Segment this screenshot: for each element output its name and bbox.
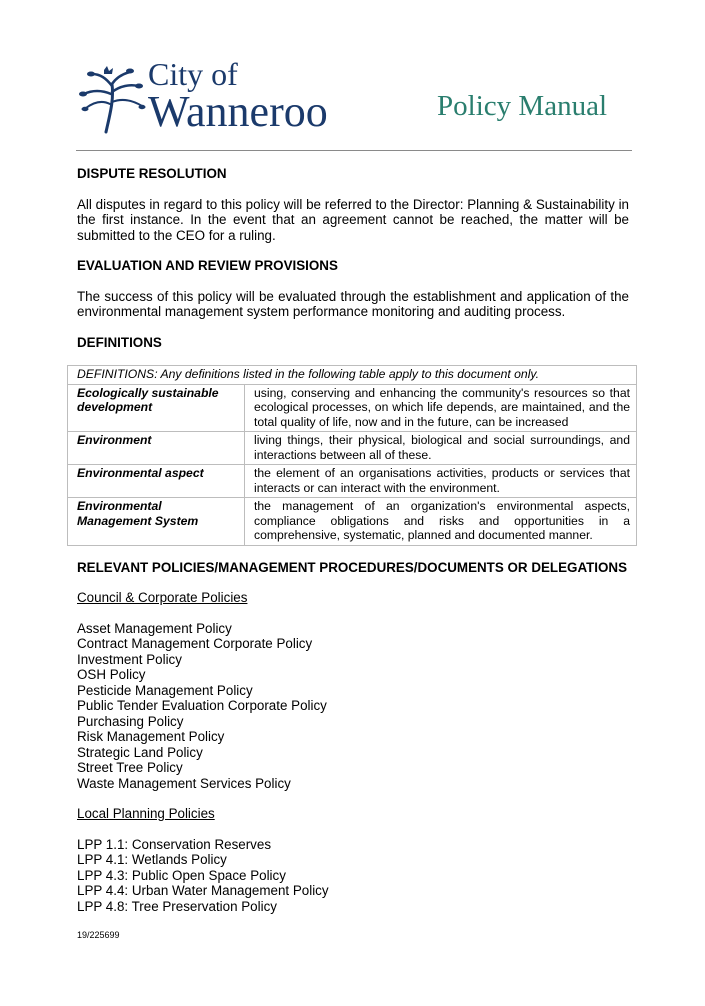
logo-city-text: City of (148, 56, 238, 92)
kangaroo-paw-logo-icon (76, 64, 148, 134)
list-item: Strategic Land Policy (77, 744, 203, 760)
dispute-body: All disputes in regard to this policy will be referred to the Director: Planning & Sustainability in the first instance. In the event that an agreement cannot be reached, the matter will be submitted to the CEO for a ruling. (77, 196, 629, 243)
table-row (68, 465, 637, 498)
header-divider (76, 150, 632, 151)
definitions-table (67, 365, 637, 546)
dispute-heading: DISPUTE RESOLUTION (77, 166, 227, 181)
list-item: LPP 4.1: Wetlands Policy (77, 852, 227, 867)
definition-term: Ecologically sustainable development (68, 384, 245, 432)
local-planning-heading: Local Planning Policies (77, 806, 215, 821)
definition-term: Environment (68, 432, 245, 465)
list-item: Contract Management Corporate Policy (77, 636, 313, 651)
definition-text: the element of an organisations activities, products or services that interacts or can interact with the environment. (245, 465, 637, 498)
document-body (77, 166, 629, 914)
table-row (68, 432, 637, 465)
table-row (68, 384, 637, 432)
list-item: Street Tree Policy (77, 760, 183, 775)
definition-text: living things, their physical, biological and social surroundings, and interactions between all of these. (245, 432, 637, 465)
logo-wanneroo-text: Wanneroo (148, 87, 328, 136)
definitions-heading: DEFINITIONS (77, 334, 162, 350)
list-item: Pesticide Management Policy (77, 682, 253, 698)
local-planning-list (77, 837, 629, 915)
council-policies-list (77, 621, 629, 792)
list-item: LPP 4.3: Public Open Space Policy (77, 867, 286, 883)
list-item: Risk Management Policy (77, 729, 225, 744)
list-item: LPP 4.4: Urban Water Management Policy (77, 883, 329, 898)
list-item: LPP 1.1: Conservation Reserves (77, 836, 272, 852)
evaluation-body: The success of this policy will be evaluated through the establishment and application of the environmental management system performance monitoring and auditing process. (77, 288, 629, 319)
page-header (0, 0, 705, 160)
definition-term: Environmental Management System (68, 498, 245, 546)
list-item: Asset Management Policy (77, 620, 232, 636)
definitions-caption-row (68, 366, 637, 385)
list-item: Purchasing Policy (77, 713, 184, 729)
list-item: LPP 4.8: Tree Preservation Policy (77, 898, 277, 914)
document-reference: 19/225699 (77, 930, 120, 940)
evaluation-heading: EVALUATION AND REVIEW PROVISIONS (77, 258, 338, 273)
definition-text: the management of an organization's environmental aspects, compliance obligations and risks and opportunities in a comprehensive, systematic, planned and documented manner. (245, 498, 637, 546)
list-item: OSH Policy (77, 667, 146, 682)
definition-text: using, conserving and enhancing the community's resources so that ecological processes, on which life depends, are maintained, and the total quality of life, now and in the future, can be increased (245, 384, 637, 432)
document-type-title: Policy Manual (437, 90, 607, 122)
list-item: Waste Management Services Policy (77, 775, 291, 791)
definitions-caption: DEFINITIONS: Any definitions listed in the following table apply to this document only. (68, 366, 637, 385)
relevant-heading: RELEVANT POLICIES/MANAGEMENT PROCEDURES/DOCUMENTS OR DELEGATIONS (77, 559, 628, 575)
definition-term: Environmental aspect (68, 465, 245, 498)
list-item: Investment Policy (77, 651, 182, 667)
council-policies-heading: Council & Corporate Policies (77, 590, 248, 605)
list-item: Public Tender Evaluation Corporate Policy (77, 698, 327, 713)
table-row (68, 498, 637, 546)
